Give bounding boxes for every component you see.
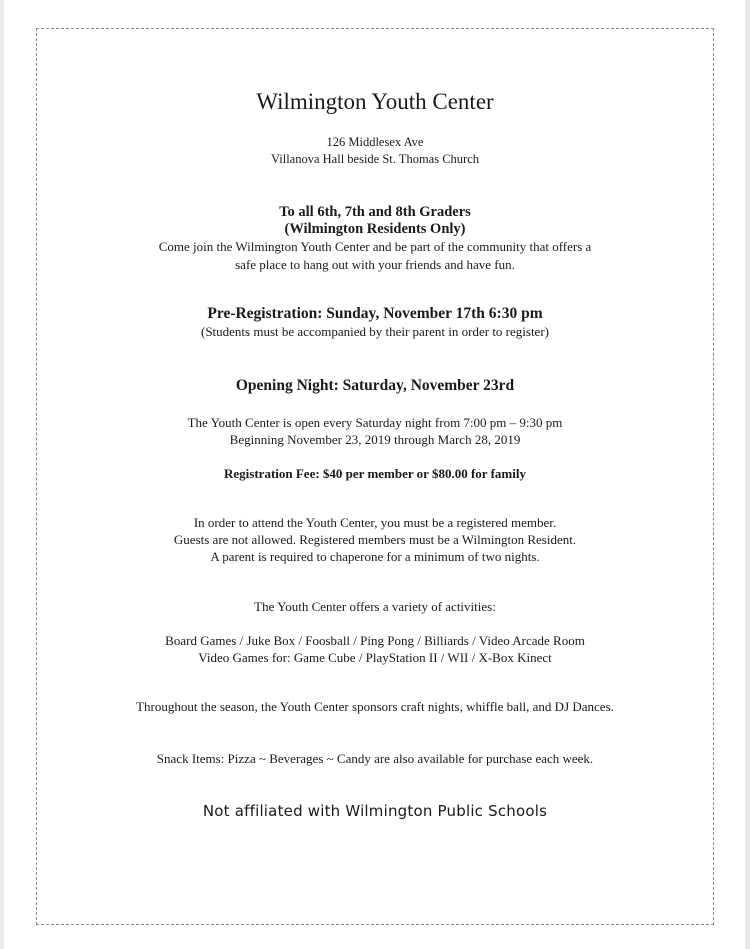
activities-intro: The Youth Center offers a variety of activities: [254, 599, 496, 614]
schedule-line-2: Beginning November 23, 2019 through March 28, 2019 [229, 432, 521, 447]
snack-items: Snack Items: Pizza ~ Beverages ~ Candy are also available for purchase each week. [156, 751, 594, 766]
audience-heading: To all 6th, 7th and 8th Graders [279, 204, 471, 220]
pre-registration-heading: Pre-Registration: Sunday, November 17th 6:30 pm [207, 305, 543, 322]
membership-line-2: Guests are not allowed. Registered members must be a Wilmington Resident. [173, 532, 577, 547]
audience-body-line-2: safe place to hang out with your friends and have fun. [235, 257, 515, 272]
audience-body-line-1: Come join the Wilmington Youth Center and be part of the community that offers a [158, 239, 592, 254]
flyer-title: Wilmington Youth Center [256, 89, 494, 114]
membership-line-1: In order to attend the Youth Center, you must be a registered member. [193, 515, 557, 530]
activities-line-1: Board Games / Juke Box / Foosball / Ping Pong / Billiards / Video Arcade Room [165, 633, 585, 648]
pre-registration-note: (Students must be accompanied by their parent in order to register) [200, 324, 549, 339]
disclaimer: Not affiliated with Wilmington Public Schools [202, 802, 548, 820]
opening-night-heading: Opening Night: Saturday, November 23rd [235, 377, 515, 394]
registration-fee: Registration Fee: $40 per member or $80.00 for family [224, 466, 526, 481]
membership-line-3: A parent is required to chaperone for a minimum of two nights. [210, 549, 540, 564]
schedule-line-1: The Youth Center is open every Saturday night from 7:00 pm – 9:30 pm [187, 415, 563, 430]
address-line-1: 126 Middlesex Ave [326, 135, 424, 149]
activities-line-2: Video Games for: Game Cube / PlayStation II / WII / X-Box Kinect [198, 650, 552, 665]
season-events: Throughout the season, the Youth Center sponsors craft nights, whiffle ball, and DJ Dances. [136, 699, 614, 714]
audience-subheading: (Wilmington Residents Only) [284, 221, 466, 237]
address-line-2: Villanova Hall beside St. Thomas Church [270, 152, 479, 166]
